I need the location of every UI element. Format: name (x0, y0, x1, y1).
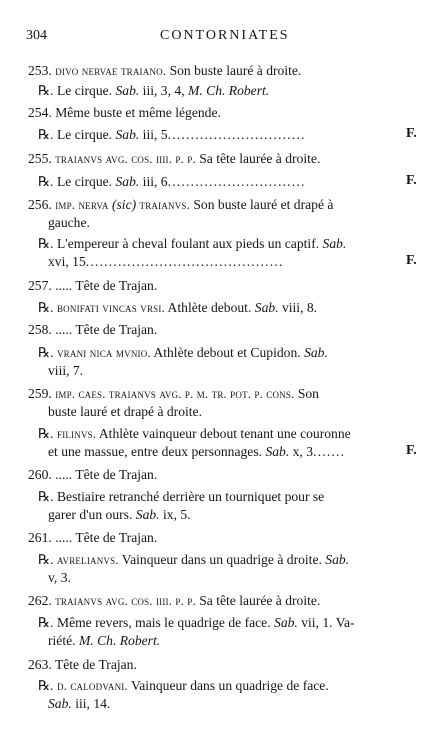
line-text-run: Athlète debout. (164, 300, 255, 315)
collection-mark: F. (406, 126, 417, 141)
entry-261-reverse (38, 551, 349, 569)
entry-256-reverse (38, 235, 346, 253)
page-number: 304 (26, 28, 47, 43)
line-text-run: divo nervae traiano. (55, 64, 167, 78)
line-text-run: ℞. L'empereur à cheval foulant aux pieds un captif. (38, 236, 323, 251)
line-text-run: x, 3 (289, 444, 314, 459)
line-text-run: imp. nerva (55, 198, 109, 212)
line-text-run: buste lauré et drapé à droite. (48, 404, 202, 419)
line-text-run: viii, 7. (48, 363, 84, 378)
line-text-run: iii, 6 (139, 174, 168, 189)
line-text-run: imp. caes. traianvs avg. p. m. tr. pot. p. cons. (55, 387, 295, 401)
line-text-run: d. calodvani. (56, 679, 128, 693)
line-text-run: Athlète vainqueur debout tenant une couronne (96, 426, 351, 441)
line-text-run: ℞. Bestiaire retranché derrière un tourniquet pour se (38, 489, 325, 504)
line-text-run: ℞. (38, 300, 57, 315)
line-text-run: traianvs avg. cos. iiii. p. p. (55, 152, 196, 166)
line-text-run: Son buste lauré et drapé à (189, 197, 334, 212)
line-text-run: garer d'un ours. (48, 507, 136, 522)
line-text-run: Sab. (115, 174, 140, 189)
line-text-run: ℞. (38, 678, 57, 693)
line-text-run: ℞. Le cirque. (38, 174, 116, 189)
entry-261-reverse-cont (48, 569, 71, 587)
entry-253-reverse (38, 82, 269, 100)
line-text-run: iii, 14. (71, 696, 111, 711)
entry-256-heading (28, 196, 333, 214)
line-text-run: 259. (28, 386, 56, 401)
entry-262-heading (28, 592, 320, 610)
entry-253-heading (28, 62, 301, 80)
line-text-run: xvi, 15 (48, 254, 86, 269)
line-text-run: Sab. (274, 615, 298, 630)
line-text-run: Sab. (115, 83, 140, 98)
line-text-run: 256. (28, 197, 56, 212)
line-text-run: Athlète debout et Cupidon. (150, 345, 305, 360)
line-text-run: filinvs. (56, 427, 97, 441)
line-text-run: ix, 5. (159, 507, 191, 522)
line-text-run: 257. ..... Tête de Trajan. (28, 278, 158, 293)
entry-262-reverse-cont (48, 632, 160, 650)
line-text-run: Son (294, 386, 319, 401)
line-text-run: ℞. (38, 552, 57, 567)
line-text-run: 253. (28, 63, 56, 78)
line-text-run: 263. Tête de Trajan. (28, 657, 137, 672)
collection-mark: F. (406, 253, 417, 268)
entry-261-heading (28, 529, 157, 547)
line-text-run: .............................. (167, 127, 306, 142)
line-text-run: Sa tête laurée à droite. (195, 593, 321, 608)
line-text-run: Sab. (135, 507, 160, 522)
line-text-run: Sab. (304, 345, 328, 360)
line-text-run: ℞. (38, 426, 57, 441)
line-text-run: (sic) (111, 197, 137, 212)
entry-259-reverse (38, 425, 351, 443)
line-text-run: 261. ..... Tête de Trajan. (28, 530, 158, 545)
entry-258-reverse (38, 344, 328, 362)
entry-258-reverse-cont (48, 362, 83, 380)
line-text-run: iii, 5 (139, 127, 168, 142)
entry-254-reverse (38, 126, 306, 144)
line-text-run: riété. (48, 633, 79, 648)
entry-256-heading-cont (48, 214, 90, 232)
line-text-run: 255. (28, 151, 56, 166)
collection-mark: F. (406, 443, 417, 458)
line-text-run: bonifati vincas vrsi. (56, 301, 165, 315)
entry-262-reverse (38, 614, 355, 632)
collection-mark: F. (406, 173, 417, 188)
line-text-run: ℞. Même revers, mais le quadrige de face. (38, 615, 275, 630)
running-header (0, 28, 446, 46)
entry-259-reverse-cont (48, 443, 345, 461)
line-text-run: 260. ..... Tête de Trajan. (28, 467, 158, 482)
line-text-run: ........................................... (85, 254, 284, 269)
line-text-run: Sab. (265, 444, 290, 459)
line-text-run: et une massue, entre deux personnages. (48, 444, 266, 459)
line-text-run: ....... (313, 444, 346, 459)
line-text-run: .............................. (167, 174, 306, 189)
entry-263-reverse (38, 677, 329, 695)
entry-259-heading-cont (48, 403, 202, 421)
entry-257-reverse (38, 299, 317, 317)
entry-260-reverse-cont (48, 506, 191, 524)
line-text-run: Sab. (322, 236, 347, 251)
line-text-run: ℞. Le cirque. (38, 83, 116, 98)
line-text-run: gauche. (48, 215, 90, 230)
entry-254-heading (28, 104, 221, 122)
line-text-run: Sa tête laurée à droite. (195, 151, 321, 166)
line-text-run: Sab. (48, 696, 72, 711)
line-text-run: v, 3. (48, 570, 71, 585)
line-text-run: Vainqueur dans un quadrige à droite. (118, 552, 326, 567)
line-text-run: Son buste lauré à droite. (166, 63, 302, 78)
line-text-run: Vainqueur dans un quadrige de face. (127, 678, 329, 693)
running-title: CONTORNIATES (160, 28, 290, 43)
entry-259-heading (28, 385, 319, 403)
line-text-run: avrelianvs. (56, 553, 119, 567)
entry-256-reverse-cont (48, 253, 284, 271)
line-text-run: 262. (28, 593, 56, 608)
entry-255-heading (28, 150, 320, 168)
line-text-run: ℞. Le cirque. (38, 127, 116, 142)
line-text-run: ℞. (38, 345, 57, 360)
line-text-run: M. Ch. Robert. (78, 633, 161, 648)
entry-257-heading (28, 277, 157, 295)
entry-263-heading (28, 656, 137, 674)
line-text-run: traianvs avg. cos. iiii. p. p. (55, 594, 196, 608)
entry-263-reverse-cont (48, 695, 110, 713)
line-text-run: Sab. (325, 552, 350, 567)
line-text-run: iii, 3, 4, (139, 83, 188, 98)
line-text-run: vii, 1. Va- (297, 615, 355, 630)
line-text-run: Sab. (254, 300, 279, 315)
line-text-run: M. Ch. Robert. (188, 83, 270, 98)
line-text-run: 254. Même buste et même légende. (28, 105, 221, 120)
line-text-run: Sab. (115, 127, 140, 142)
line-text-run: vrani nica mvnio. (56, 346, 151, 360)
line-text-run: 258. ..... Tête de Trajan. (28, 322, 158, 337)
line-text-run: traianvs. (139, 198, 190, 212)
line-text-run: viii, 8. (278, 300, 318, 315)
entry-255-reverse (38, 173, 306, 191)
entry-258-heading (28, 321, 157, 339)
entry-260-reverse (38, 488, 324, 506)
entry-260-heading (28, 466, 157, 484)
